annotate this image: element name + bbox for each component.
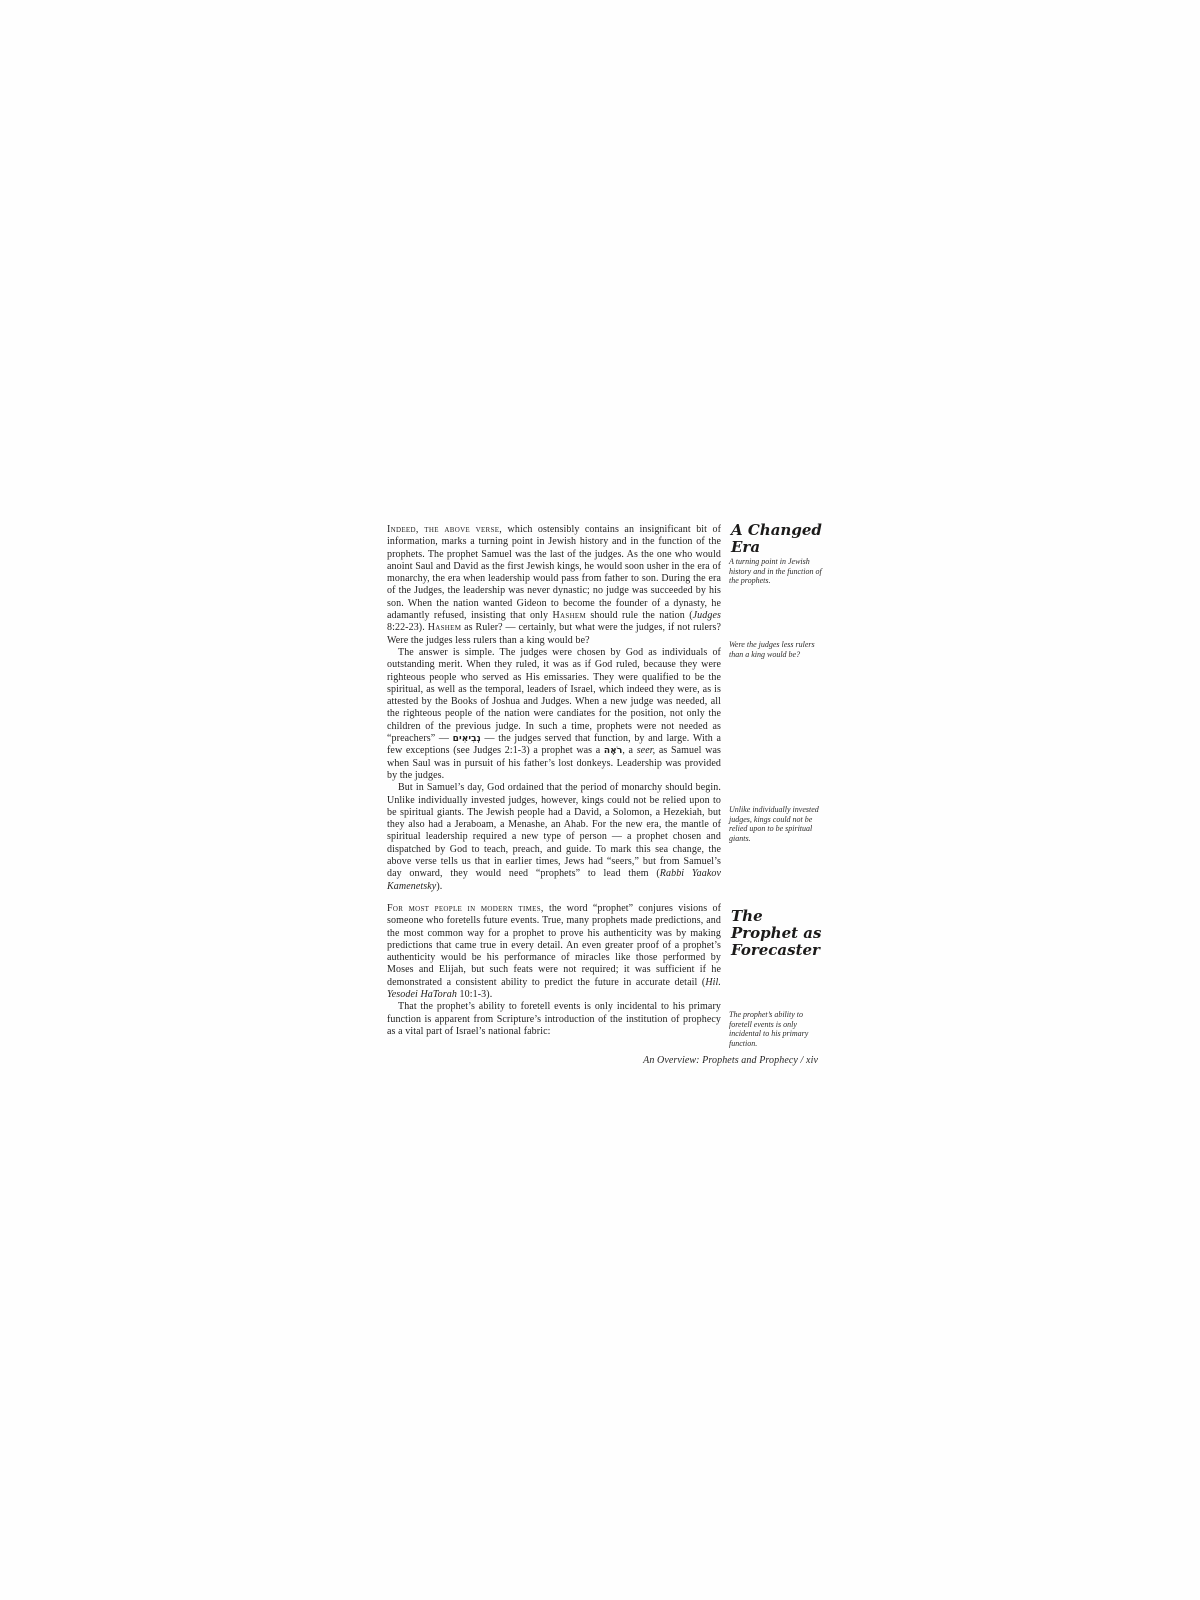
italic-seer: seer, bbox=[636, 745, 656, 757]
body-text: as Ruler? — certainly, but what were the judges, if not rulers? Were the judges less rulers than a king would be? bbox=[387, 622, 721, 646]
body-text: as Samuel was when Saul was in pursuit of his father’s lost donkeys. Leadership was provided by the judges. bbox=[387, 745, 721, 781]
hebrew-word-roeh: רֹאֶה bbox=[603, 746, 623, 757]
body-text: — the judges served that function, by and large. With a few exceptions (see Judges 2:1-3) a prophet was a bbox=[387, 733, 721, 757]
paragraph-changed-era-3 bbox=[387, 782, 721, 893]
paragraph-forecaster-2 bbox=[387, 1001, 721, 1038]
hebrew-word-neviim: נְבִיאִים bbox=[452, 734, 481, 745]
body-text: That the prophet’s ability to foretell events is only incidental to his primary function is apparent from Scripture’s introduction of the institution of prophecy as a vital part of Israel’s national fabric: bbox=[387, 1001, 721, 1037]
paragraph-changed-era-2 bbox=[387, 647, 721, 782]
margin-note-prophet-ability: The prophet’s ability to foretell events is only incidental to his primary function. bbox=[729, 1010, 809, 1048]
footer-page-number: xiv bbox=[806, 1055, 818, 1066]
citation-rabbi-kamenetsky: Rabbi Yaakov Kamenetsky bbox=[387, 868, 722, 892]
body-text: The answer is simple. The judges were chosen by God as individuals of outstanding merit. When they ruled, it was as if God ruled, because they were righteous people who served as His emissaries. They were qualified to be the spiritual, as well as the temporal, leaders of Israel, which indeed they were, as is attested by the Books of Joshua and Judges. When a new judge was needed, all the righteous people of the nation were candiates for the position, not only the children of the previous judge. In such a time, prophets were not needed as “preachers” — bbox=[387, 646, 721, 745]
footer-title: An Overview: Prophets and Prophecy / bbox=[643, 1055, 807, 1066]
hashem-small-caps: Hashem bbox=[427, 622, 462, 634]
margin-note-turning-point: A turning point in Jewish history and in the function of the prophets. bbox=[729, 557, 822, 586]
body-text: ). bbox=[436, 880, 443, 892]
body-text: But in Samuel’s day, God ordained that the period of monarchy should begin. Unlike individually invested judges, however, kings could not be relied upon to be spiritual giants. The Jewish people had a David, a Solomon, a Hezekiah, but they also had a Jeraboam, a Menashe, an Ahab. For the new era, the mantle of spiritual leadership required a new type of person — a prophet chosen and dispatched by God to teach, preach, and guide. To mark this sea change, the above verse tells us that in earlier times, Jews had “seers,” but from Samuel’s day onward, they would need “prophets” to lead them ( bbox=[387, 782, 721, 880]
body-text: the word “prophet” conjures visions of someone who foretells future events. True, many prophets made predictions, and the most common way for a prophet to prove his authenticity was by making predictions that came true in every detail. An even greater proof of a prophet’s authenticity would be his performance of miracles like those performed by Moses and Elijah, but such feats were not required; it was sufficient if he demonstrated a consistent ability to predict the future in accurate detail ( bbox=[387, 902, 722, 988]
citation-hil-yesodei: Hil. Yesodei HaTorah bbox=[387, 976, 721, 1000]
lead-in-small-caps: For most people in modern times, bbox=[387, 902, 544, 914]
body-text: should rule the nation ( bbox=[586, 610, 693, 622]
margin-note-unlike-judges: Unlike individually invested judges, kings could not be relied upon to be spiritual giants. bbox=[729, 805, 819, 843]
page-footer bbox=[387, 1055, 818, 1067]
margin-heading-prophet-as-forecaster: The Prophet as Forecaster bbox=[731, 907, 822, 959]
paragraph-forecaster-1 bbox=[387, 903, 721, 1001]
citation-judges: Judges bbox=[692, 610, 722, 622]
margin-note-judges-less-rulers: Were the judges less rulers than a king would be? bbox=[729, 640, 815, 659]
lead-in-small-caps: Indeed, the above verse, bbox=[387, 524, 503, 535]
paragraph-changed-era-1 bbox=[387, 524, 721, 647]
body-text: which ostensibly contains an insignificant bit of information, marks a turning point in Jewish history and in the function of the prophets. The prophet Samuel was the last of the judges. As the one who would anoint Saul and David as the first Jewish kings, he would soon usher in the era of monarchy, the era when leadership would pass from father to son. During the era of the Judges, the leadership was never dynastic; no judge was succeeded by his son. When the nation wanted Gideon to become the founder of a dynasty, he adamantly refused, insisting that only bbox=[387, 524, 721, 622]
main-text-column bbox=[387, 524, 721, 1038]
margin-heading-a-changed-era: A Changed Era bbox=[731, 521, 822, 556]
body-text: 10:1-3). bbox=[456, 988, 493, 1000]
hashem-small-caps: Hashem bbox=[552, 610, 587, 622]
body-text: 8:22-23). bbox=[387, 622, 428, 634]
body-text: , a bbox=[622, 745, 637, 757]
